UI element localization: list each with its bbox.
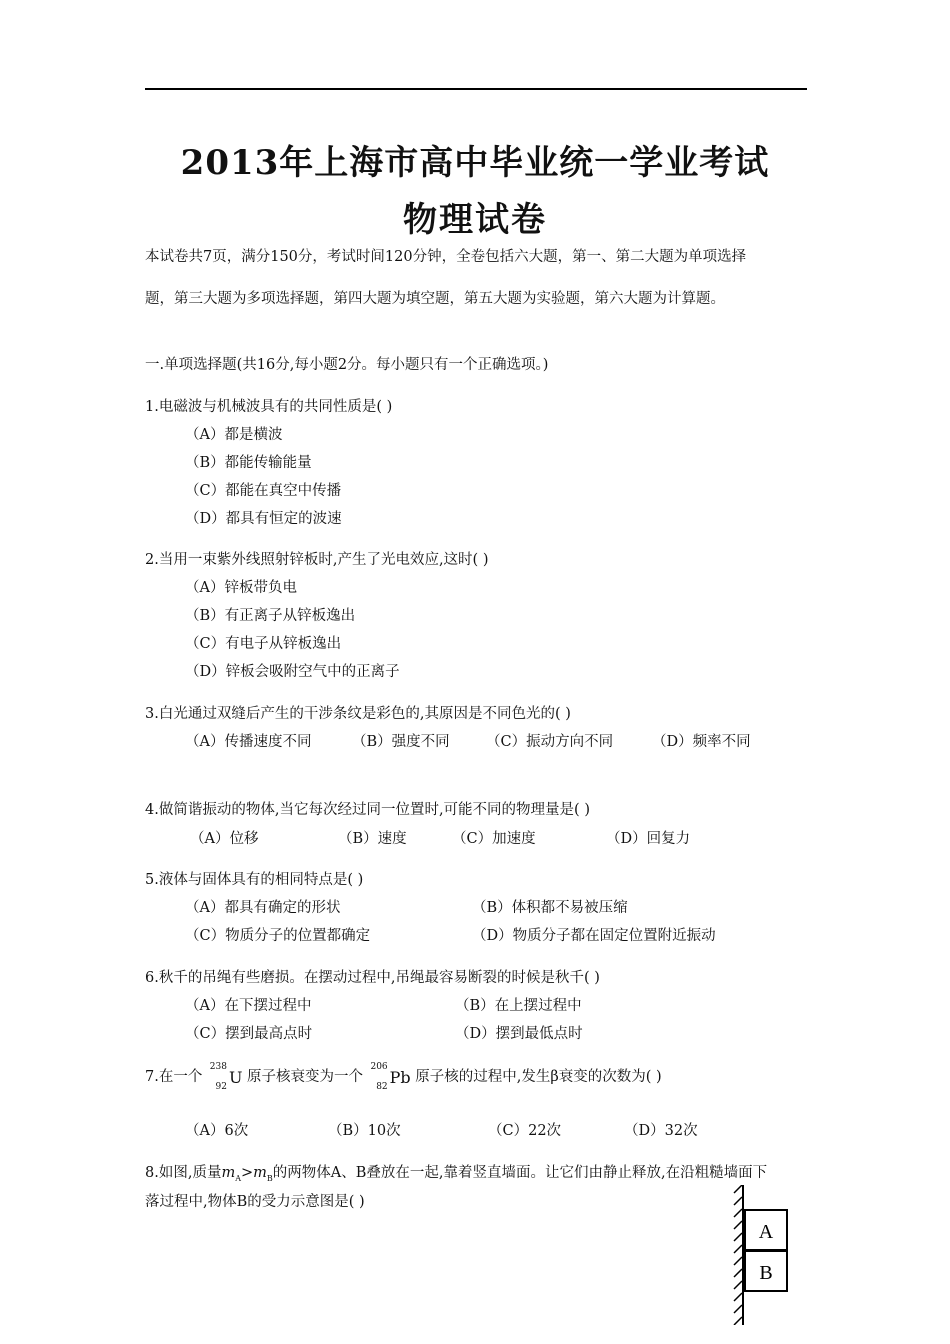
mass-b-subscript: B [266, 1173, 273, 1183]
greater-than: > [240, 1165, 254, 1181]
mass-a [221, 1165, 241, 1181]
mass-b [253, 1165, 273, 1181]
q3-option-d: （D）频率不同 [652, 734, 751, 750]
mass-b-symbol: m [253, 1165, 267, 1181]
q6-option-b: （B）在上摆过程中 [455, 998, 582, 1014]
q8-stem-line-2: 落过程中,物体B的受力示意图是( ) [145, 1194, 365, 1210]
q5-option-c: （C）物质分子的位置都确定 [185, 928, 371, 944]
q4-option-d: （D）回复力 [606, 831, 691, 847]
q5-option-a: （A）都具有确定的形状 [185, 900, 341, 916]
intro-line-2: 题，第三大题为多项选择题，第四大题为填空题，第五大题为实验题，第六大题为计算题。 [145, 291, 725, 307]
q4-option-c: （C）加速度 [452, 831, 536, 847]
q2-option-b: （B）有正离子从锌板逸出 [185, 608, 356, 624]
q6-stem: 6.秋千的吊绳有些磨损。在摆动过程中,吊绳最容易断裂的时候是秋千( ) [145, 970, 600, 986]
wall-blocks-figure [727, 1185, 797, 1325]
q6-option-a: （A）在下摆过程中 [185, 998, 312, 1014]
q4-option-a: （A）位移 [190, 831, 259, 847]
q7-stem-mid: 原子核衰变为一个 [247, 1069, 364, 1085]
q7-option-b: （B）10次 [328, 1123, 401, 1139]
q2-option-c: （C）有电子从锌板逸出 [185, 636, 342, 652]
q8-stem-p2: 的两物体A、B叠放在一起,靠着竖直墙面。让它们由静止释放,在沿粗糙墙面下 [272, 1165, 768, 1181]
q7-option-a: （A）6次 [185, 1123, 249, 1139]
q2-stem: 2.当用一束紫外线照射锌板时,产生了光电效应,这时( ) [145, 552, 489, 568]
block-a-label: A [758, 1221, 774, 1243]
q1-option-c: （C）都能在真空中传播 [185, 483, 342, 499]
q8-stem-line-1 [145, 1161, 767, 1183]
q7-option-c: （C）22次 [488, 1123, 562, 1139]
lead-mass-number: 206 [370, 1062, 388, 1072]
q5-stem: 5.液体与固体具有的相同特点是( ) [145, 872, 364, 888]
q7-option-d: （D）32次 [624, 1123, 698, 1139]
q1-option-d: （D）都具有恒定的波速 [185, 511, 342, 527]
q3-option-a: （A）传播速度不同 [185, 734, 312, 750]
q8-stem-p1: 8.如图,质量 [145, 1165, 222, 1181]
wall-hatching [734, 1185, 742, 1325]
q3-stem: 3.白光通过双缝后产生的干涉条纹是彩色的,其原因是不同色光的( ) [145, 706, 571, 722]
q6-option-d: （D）摆到最低点时 [455, 1026, 583, 1042]
q2-option-d: （D）锌板会吸附空气中的正离子 [185, 664, 400, 680]
q7-stem-pre: 7.在一个 [145, 1069, 203, 1085]
q5-option-d: （D）物质分子都在固定位置附近振动 [472, 928, 716, 944]
section-1-heading: 一.单项选择题(共16分,每小题2分。每小题只有一个正确选项。) [145, 357, 549, 373]
q1-option-b: （B）都能传输能量 [185, 455, 312, 471]
mass-a-symbol: m [221, 1165, 236, 1181]
lead-symbol: Pb [389, 1067, 411, 1087]
top-rule [145, 88, 807, 90]
q3-option-b: （B）强度不同 [352, 734, 450, 750]
block-b-label: B [759, 1262, 773, 1284]
uranium-symbol: U [228, 1067, 243, 1087]
lead-nuclide-indices [370, 1062, 388, 1092]
q1-option-a: （A）都是横波 [185, 427, 283, 443]
q7-stem [145, 1062, 662, 1092]
q7-stem-post: 原子核的过程中,发生β衰变的次数为( ) [415, 1069, 662, 1085]
q2-option-a: （A）锌板带负电 [185, 580, 297, 596]
page-title: 2013年上海市高中毕业统一学业考试 [180, 143, 770, 183]
q4-stem: 4.做简谐振动的物体,当它每次经过同一位置时,可能不同的物理量是( ) [145, 802, 590, 818]
q3-option-c: （C）振动方向不同 [486, 734, 614, 750]
uranium-nuclide-indices [209, 1062, 227, 1092]
page-subtitle: 物理试卷 [403, 200, 547, 240]
intro-line-1: 本试卷共7页，满分150分，考试时间120分钟，全卷包括六大题，第一、第二大题为单项选择 [145, 249, 747, 265]
q1-stem: 1.电磁波与机械波具有的共同性质是( ) [145, 399, 393, 415]
q4-option-b: （B）速度 [338, 831, 407, 847]
uranium-atomic-number: 92 [215, 1082, 227, 1092]
q5-option-b: （B）体积都不易被压缩 [472, 900, 628, 916]
q6-option-c: （C）摆到最高点时 [185, 1026, 313, 1042]
lead-atomic-number: 82 [376, 1082, 388, 1092]
mass-a-subscript: A [235, 1173, 241, 1183]
uranium-mass-number: 238 [209, 1062, 227, 1072]
